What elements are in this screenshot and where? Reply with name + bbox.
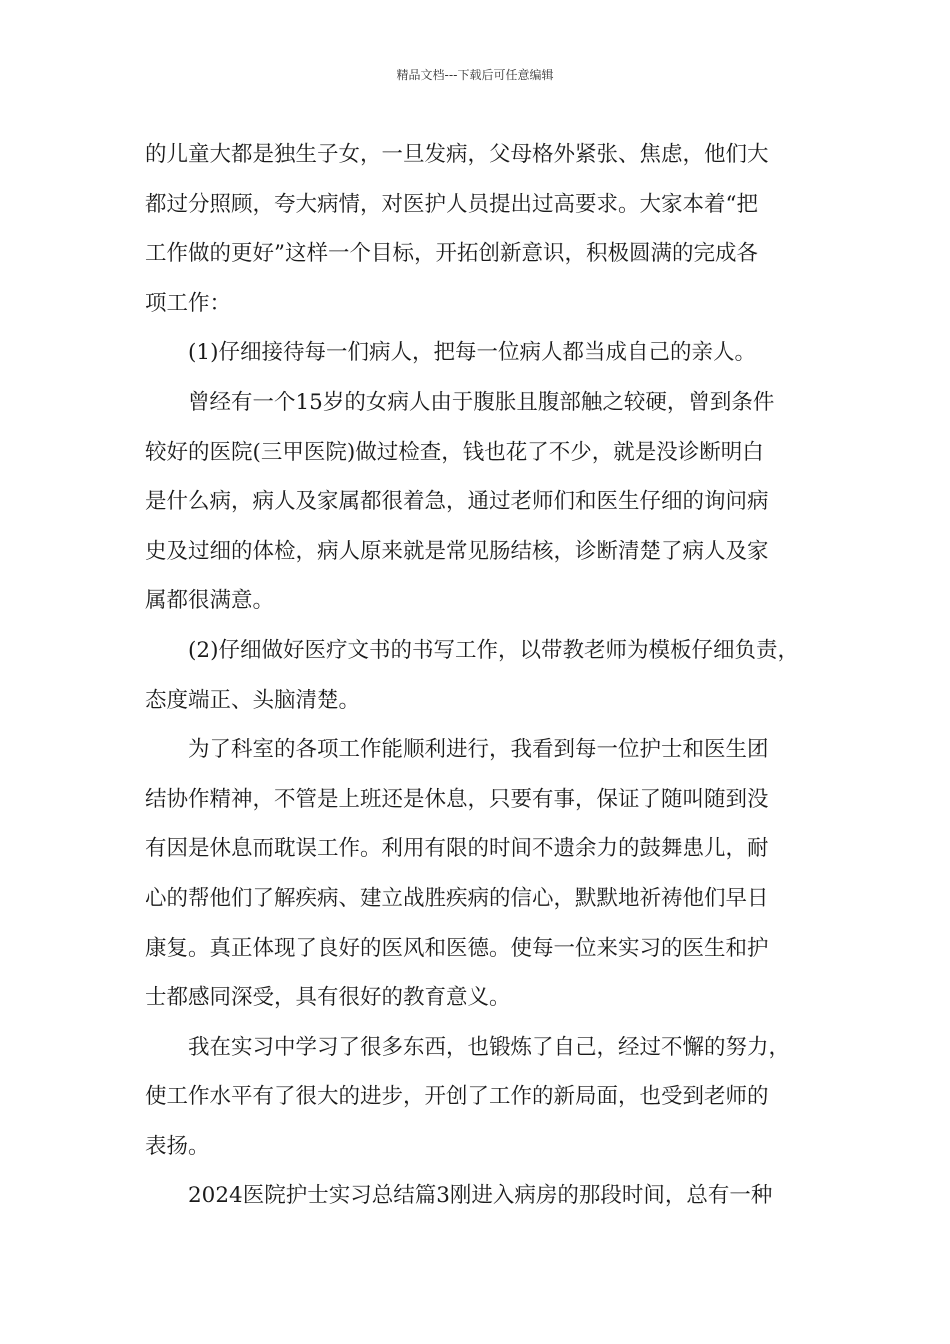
text-line: 工作做的更好”这样一个目标，开拓创新意识，积极圆满的完成各 bbox=[145, 241, 758, 267]
text-line: 结协作精神，不管是上班还是休息，只要有事，保证了随叫随到没 bbox=[145, 786, 769, 812]
document-body bbox=[145, 130, 815, 1221]
text-line: 态度端正、头脑清楚。 bbox=[145, 687, 361, 713]
text-line: 较好的医院(三甲医院)做过检查，钱也花了不少，就是没诊断明白 bbox=[145, 439, 764, 465]
text-line: 有因是休息而耽误工作。利用有限的时间不遗余力的鼓舞患儿，耐 bbox=[145, 836, 769, 862]
text-line: 我在实习中学习了很多东西，也锻炼了自己，经过不懈的努力， bbox=[145, 1034, 791, 1060]
text-line: 表扬。 bbox=[145, 1133, 210, 1159]
text-line: 为了科室的各项工作能顺利进行，我看到每一位护士和医生团 bbox=[145, 737, 769, 763]
text-line: 属都很满意。 bbox=[145, 588, 275, 614]
text-line: (1)仔细接待每一们病人，把每一位病人都当成自己的亲人。 bbox=[145, 340, 756, 366]
text-line: (2)仔细做好医疗文书的书写工作，以带教老师为模板仔细负责， bbox=[145, 637, 799, 663]
text-line: 都过分照顾，夸大病情，对医护人员提出过高要求。大家本着“把 bbox=[145, 191, 758, 217]
text-line: 士都感同深受，具有很好的教育意义。 bbox=[145, 985, 511, 1011]
text-line: 使工作水平有了很大的进步，开创了工作的新局面，也受到老师的 bbox=[145, 1084, 769, 1110]
text-line: 项工作： bbox=[145, 290, 232, 316]
text-line: 曾经有一个15岁的女病人由于腹胀且腹部触之较硬，曾到条件 bbox=[145, 389, 775, 415]
text-line: 2024医院护士实习总结篇3刚进入病房的那段时间，总有一种 bbox=[145, 1183, 773, 1209]
text-line: 史及过细的体检，病人原来就是常见肠结核，诊断清楚了病人及家 bbox=[145, 538, 769, 564]
text-line: 康复。真正体现了良好的医风和医德。使每一位来实习的医生和护 bbox=[145, 935, 769, 961]
text-line: 的儿童大都是独生子女，一旦发病，父母格外紧张、焦虑，他们大 bbox=[145, 142, 769, 167]
page-header: 精品文档---下载后可任意编辑 bbox=[396, 68, 554, 82]
text-line: 是什么病，病人及家属都很着急，通过老师们和医生仔细的询问病 bbox=[145, 489, 769, 515]
text-line: 心的帮他们了解疾病、建立战胜疾病的信心，默默地祈祷他们早日 bbox=[145, 885, 769, 911]
